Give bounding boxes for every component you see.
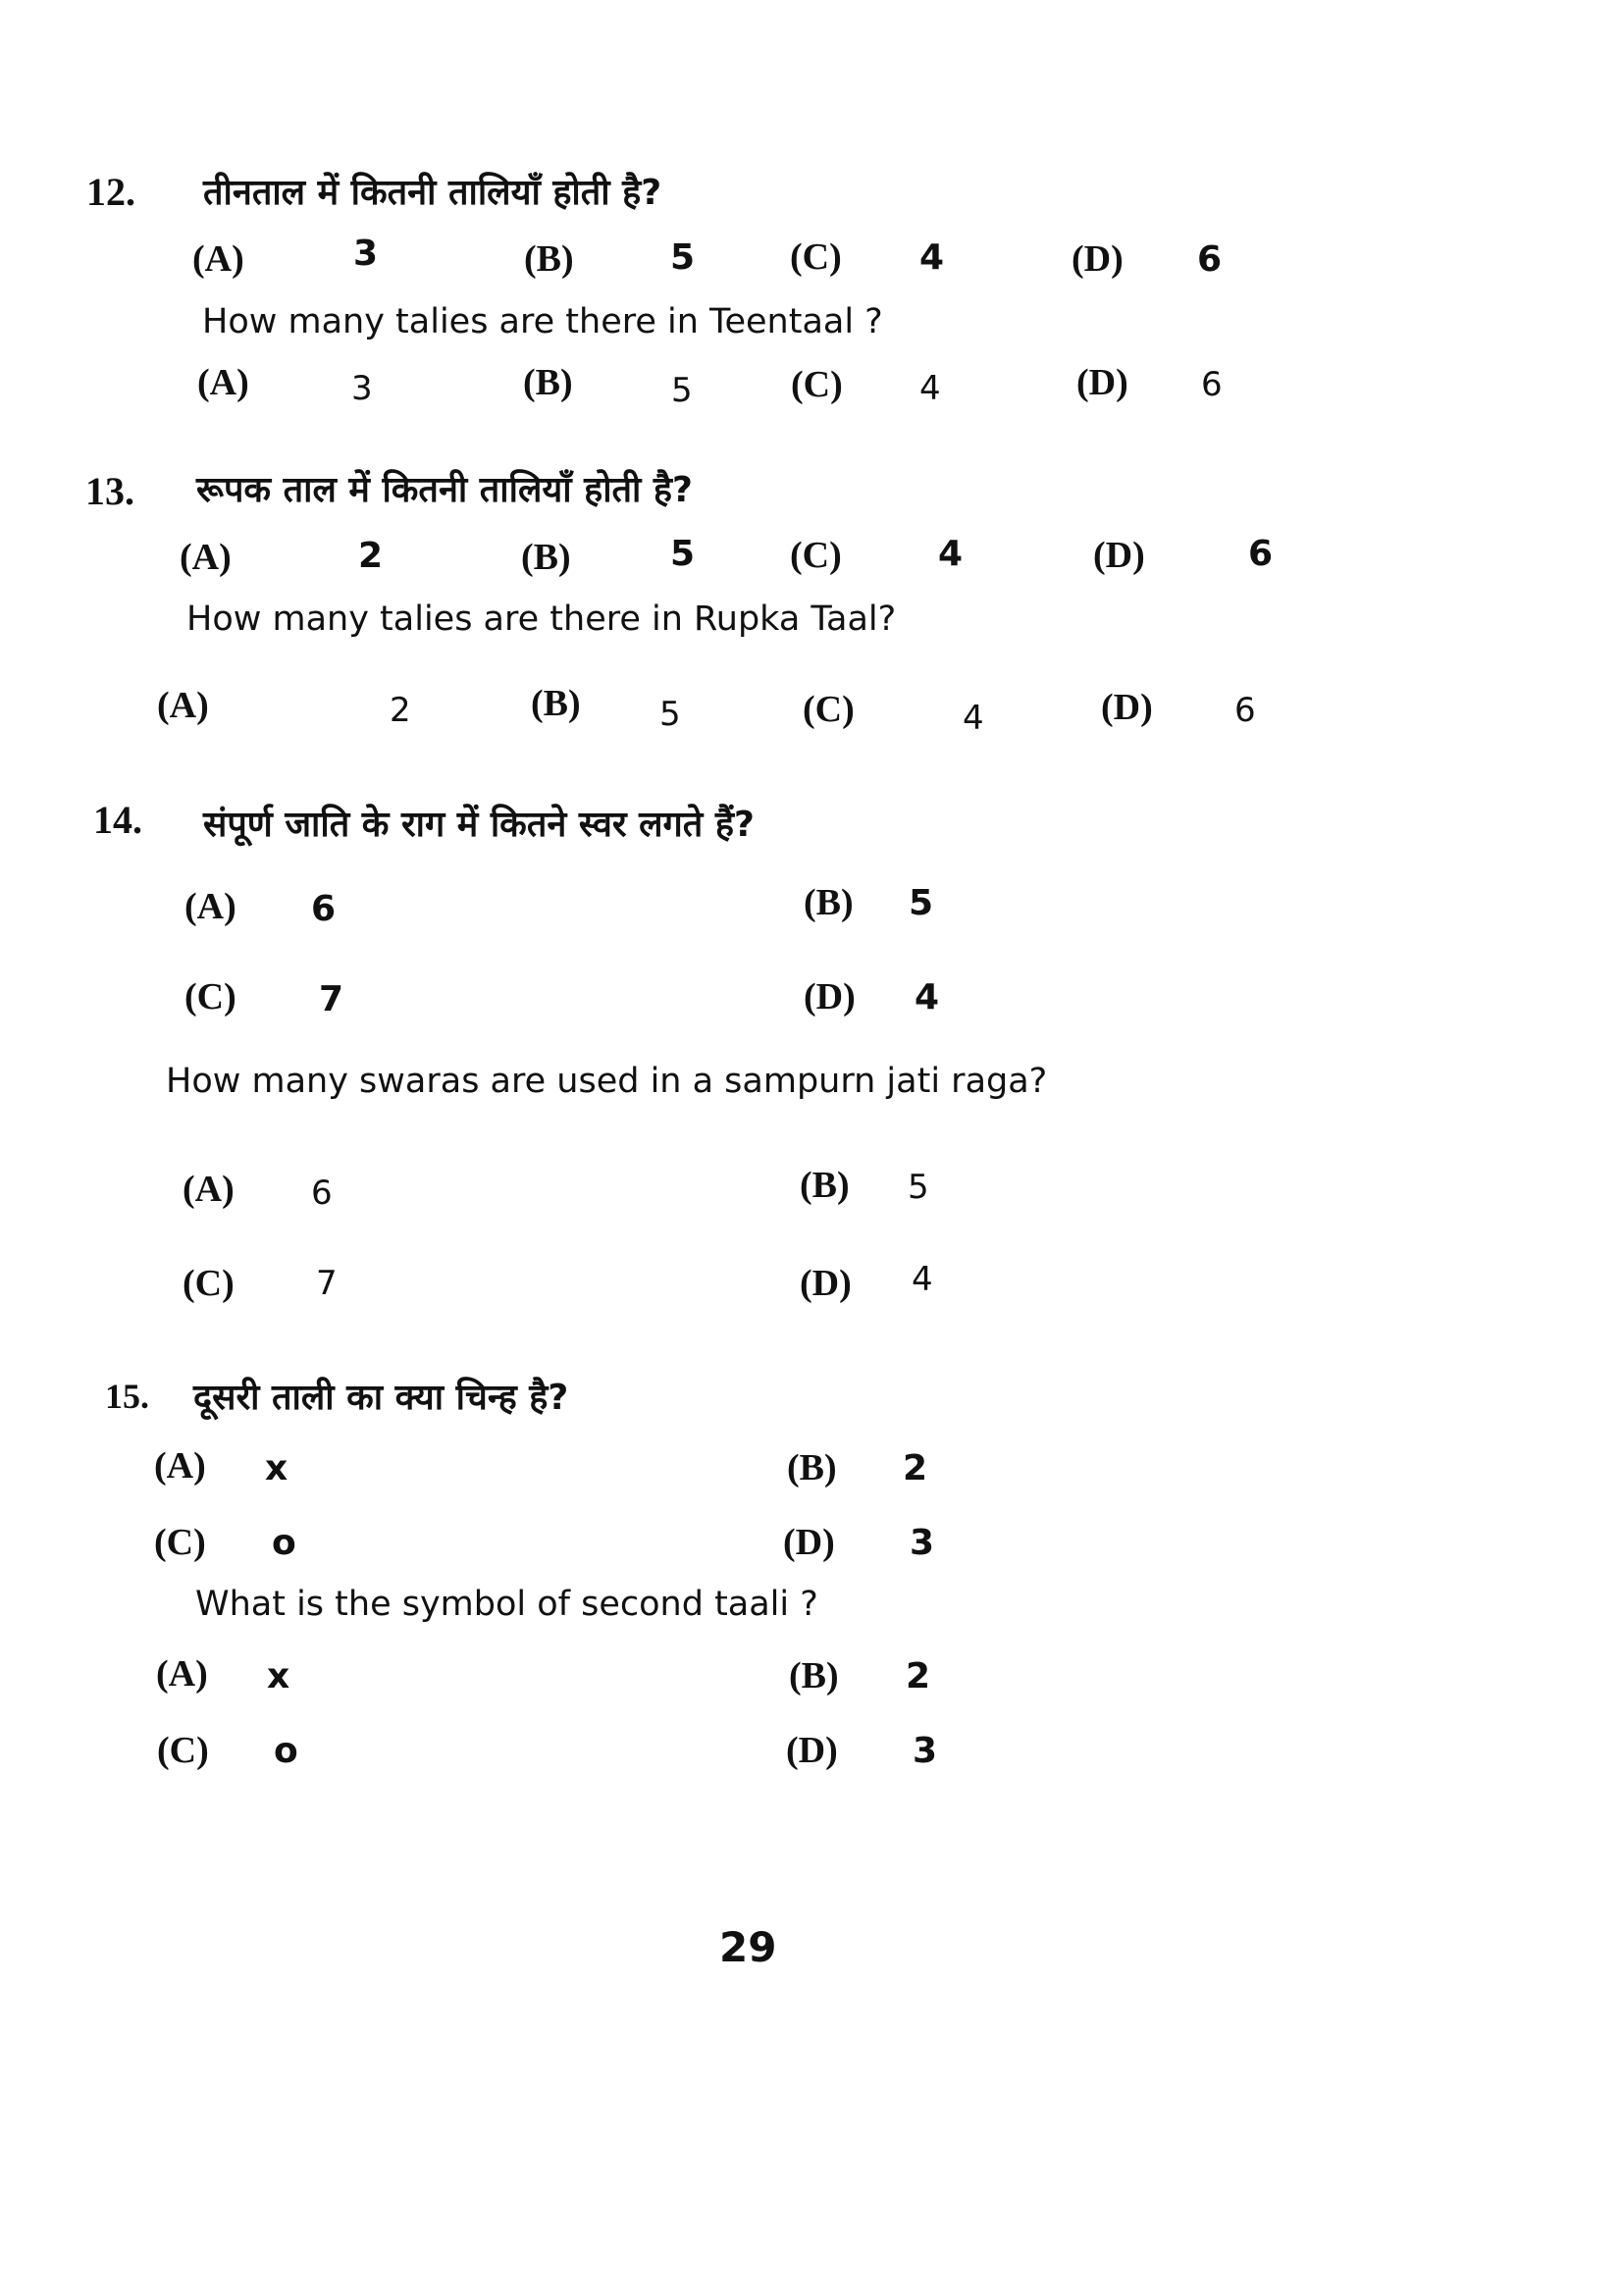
option-value-b: 5 (670, 534, 696, 574)
page-number: 29 (719, 1923, 777, 1971)
question-text-english: What is the symbol of second taali ? (195, 1585, 818, 1624)
option-label-b: (B) (800, 1165, 850, 1206)
option-label-c: (C) (157, 1730, 209, 1771)
option-label-c: (C) (790, 236, 842, 278)
option-label-d: (D) (1072, 238, 1124, 280)
option-label-b: (B) (789, 1655, 839, 1696)
option-value-b: 2 (906, 1656, 931, 1696)
option-value-d: 4 (912, 1260, 933, 1299)
option-label-b: (B) (524, 238, 574, 280)
option-label-b: (B) (787, 1447, 837, 1488)
question-text-english: How many talies are there in Rupka Taal? (186, 600, 897, 639)
option-label-c: (C) (791, 364, 843, 405)
option-value-a: 6 (311, 889, 337, 929)
option-value-d: 6 (1248, 534, 1274, 574)
option-label-d: (D) (783, 1522, 835, 1563)
option-label-a: (A) (180, 537, 232, 578)
option-value-b: 5 (909, 883, 934, 923)
option-value-c: 4 (963, 699, 984, 738)
question-text-english: How many swaras are used in a sampurn jati raga? (166, 1062, 1048, 1101)
option-label-d: (D) (800, 1263, 852, 1304)
option-label-d: (D) (1093, 535, 1145, 576)
option-value-a: 3 (351, 369, 373, 408)
option-label-a: (A) (192, 238, 244, 280)
option-value-c: 7 (319, 979, 344, 1019)
option-value-b: 5 (659, 695, 681, 734)
option-label-d: (D) (1076, 362, 1128, 403)
option-value-b: 5 (671, 371, 693, 410)
option-value-c: 4 (919, 369, 941, 408)
option-value-a: x (267, 1656, 290, 1696)
option-value-a: 2 (358, 536, 384, 576)
option-label-d: (D) (1101, 687, 1153, 728)
option-label-a: (A) (197, 362, 249, 403)
option-value-d: 6 (1234, 691, 1256, 730)
option-value-a: 3 (353, 234, 379, 274)
option-value-c: 4 (938, 534, 964, 574)
option-label-b: (B) (804, 882, 854, 923)
option-label-d: (D) (786, 1730, 838, 1771)
option-label-a: (A) (184, 886, 236, 927)
question-text-hindi: तीनताल में कितनी तालियाँ होती है? (203, 173, 662, 213)
option-label-c: (C) (803, 689, 855, 730)
option-label-c: (C) (154, 1522, 206, 1563)
question-text-hindi: दूसरी ताली का क्या चिन्ह है? (193, 1378, 569, 1418)
option-label-b: (B) (531, 683, 581, 724)
option-label-c: (C) (184, 976, 236, 1018)
option-label-a: (A) (154, 1445, 206, 1487)
option-value-b: 5 (908, 1168, 929, 1207)
option-value-d: 3 (910, 1523, 935, 1563)
option-value-d: 6 (1201, 365, 1223, 404)
option-value-b: 2 (903, 1448, 928, 1488)
option-value-c: 4 (919, 237, 945, 278)
question-text-hindi: संपूर्ण जाति के राग में कितने स्वर लगते हैं? (203, 805, 755, 845)
question-number: 14. (93, 798, 142, 842)
question-text-english: How many talies are there in Teentaal ? (202, 302, 883, 341)
option-value-c: o (272, 1523, 296, 1563)
option-label-b: (B) (521, 537, 571, 578)
option-value-a: 6 (311, 1174, 333, 1213)
question-number: 15. (105, 1377, 149, 1416)
option-value-d: 4 (915, 977, 940, 1018)
option-value-a: x (265, 1448, 288, 1488)
question-number: 12. (86, 170, 135, 214)
question-number: 13. (85, 469, 134, 513)
option-value-d: 6 (1197, 239, 1223, 280)
option-label-c: (C) (790, 535, 842, 576)
option-label-b: (B) (523, 362, 573, 403)
question-text-hindi: रूपक ताल में कितनी तालियाँ होती है? (196, 470, 693, 510)
option-label-c: (C) (183, 1263, 235, 1304)
option-value-c: o (274, 1731, 298, 1771)
option-label-a: (A) (156, 1653, 208, 1695)
option-value-a: 2 (390, 691, 411, 730)
option-value-b: 5 (670, 237, 696, 278)
option-label-a: (A) (183, 1169, 235, 1210)
option-value-c: 7 (316, 1264, 338, 1303)
option-value-d: 3 (913, 1731, 938, 1771)
option-label-a: (A) (157, 685, 209, 726)
option-label-d: (D) (804, 976, 856, 1018)
